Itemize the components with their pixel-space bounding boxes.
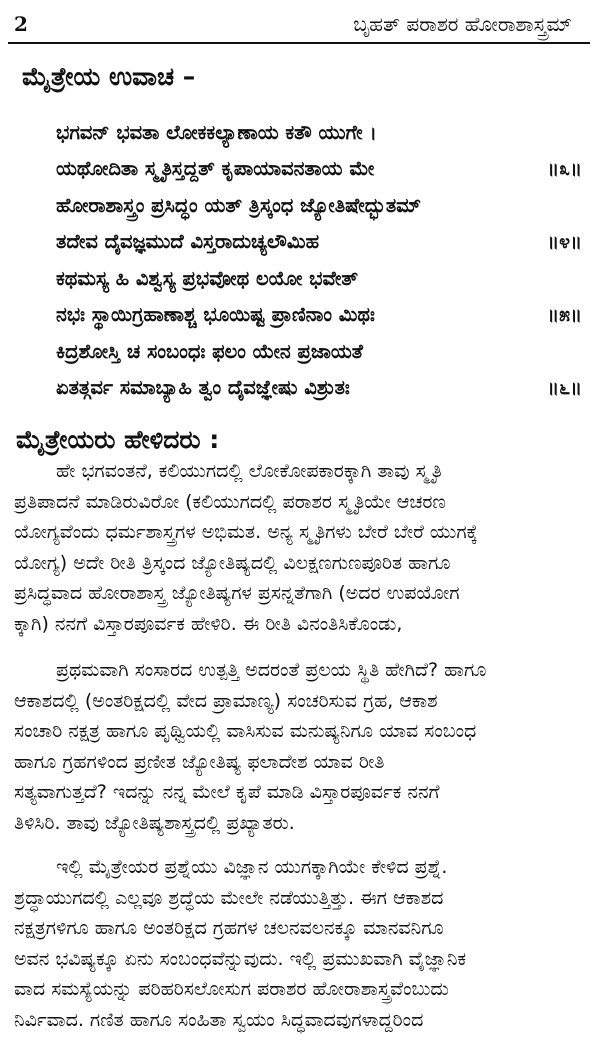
page-number: 2 — [14, 12, 28, 36]
translation-heading: ಮೈತ್ರೇಯರು ಹೇಳಿದರು : — [16, 425, 220, 454]
verse-line: ಯಥೋದಿತಾ ಸ್ಮೃತಿಸ್ತದ್ದತ್ ಕೃಪಾಯಾವನತಾಯ ಮೇ — [56, 157, 375, 180]
verse-number: ॥೪॥ — [547, 230, 582, 253]
verse-line: ಏತತ್ಗರ್ವ ಸಮಾಬ್ಯಾಹಿ ತ್ವಂ ದೈವಜ್ಞೇಷು ವಿಶ್ರುತಃ — [56, 376, 350, 399]
paragraph-line: ಆಕಾಶದಲ್ಲಿ (ಅಂತರಿಕ್ಷದಲ್ಲಿ ವೇದ ಪ್ರಾಮಾಣ್ಯ) ಸಂಚರಿಸುವ ಗ್ರಹ, ಆಕಾಶ — [14, 689, 438, 712]
paragraph-line: ಇಲ್ಲಿ ಮೈತ್ರೇಯರ ಪ್ರಶ್ನೆಯು ವಿಜ್ಞಾನ ಯುಗಕ್ಕಾಗಿಯೇ ಕೇಳಿದ ಪ್ರಶ್ನೆ. — [56, 856, 448, 878]
paragraph-line: ಯೋಗ್ಯ) ಅದೇ ರೀತಿ ತ್ರಿಸ್ಕಂದ ಜ್ಯೋತಿಷ್ಯದಲ್ಲಿ ವಿಲಕ್ಷಣಗುಣಪೂರಿತ ಹಾಗೂ — [14, 551, 451, 574]
paragraph — [14, 456, 590, 639]
paragraph-line: ಪ್ರಥಮವಾಗಿ ಸಂಸಾರದ ಉತ್ಪತ್ತಿ ಅದರಂತೆ ಪ್ರಲಯ ಸ್ಥಿತಿ ಹೇಗಿದೆ? ಹಾಗೂ — [56, 659, 487, 681]
paragraph-line: ಅವನ ಭವಿಷ್ಯಕ್ಕೂ ಏನು ಸಂಬಂಧವೆನ್ನುವುದು. ಇಲ್ಲಿ ಪ್ರಮುಖವಾಗಿ ವೈಜ್ಞಾನಿಕ — [14, 947, 467, 970]
verse-number: ॥೩॥ — [547, 157, 582, 180]
paragraph-line: ಪ್ರತಿಪಾದನೆ ಮಾಡಿರುವಿರೋ (ಕಲಿಯುಗದಲ್ಲಿ ಪರಾಶರ ಸ್ಮೃತಿಯೇ ಆಚರಣ — [14, 490, 446, 513]
paragraph-line: ಪ್ರಸಿದ್ಧವಾದ ಹೋರಾಶಾಸ್ತ್ರ ಜ್ಯೋತಿಷ್ಯಗಳ ಪ್ರಸನ್ನತೆಗಾಗಿ (ಅದರ ಉಪಯೋಗ — [14, 582, 460, 604]
paragraph-line: ಸತ್ಯವಾಗುತ್ತದೆ? ಇದನ್ನು ನನ್ನ ಮೇಲೆ ಕೃಪೆ ಮಾಡಿ ವಿಸ್ತಾರಪೂರ್ವಕ ನನಗೆ — [14, 781, 440, 803]
paragraph-line: ಯೋಗ್ಯವೆಂದು ಧರ್ಮಶಾಸ್ತ್ರಗಳ ಅಭಿಮತ. ಅನ್ಯ ಸ್ಮೃತಿಗಳು ಬೇರೆ ಬೇರೆ ಯುಗಕ್ಕೆ — [14, 521, 478, 543]
verse-line: ಕಥಮಸ್ಯ ಹಿ ವಿಶ್ವಸ್ಯ ಪ್ರಭವೋಥ ಲಯೋ ಭವೇತ್ — [56, 267, 359, 290]
verse-line: ಹೋರಾಶಾಸ್ತ್ರಂ ಪ್ರಸಿದ್ಧಂ ಯತ್ ತ್ರಿಸ್ಕಂಧ ಜ್ಯೋತಿಷೇದ್ಭುತಮ್ — [56, 194, 422, 217]
page-header — [8, 2, 590, 46]
paragraph-line: ತಿಳಿಸಿರಿ. ತಾವು ಜ್ಯೋತಿಷ್ಯಶಾಸ್ತ್ರದಲ್ಲಿ ಪ್ರಖ್ಯಾತರು. — [14, 811, 295, 834]
paragraph-line: ವಾದ ಸಮಸ್ಯೆಯನ್ನು ಪರಿಹರಿಸಲೋಸುಗ ಪರಾಶರ ಹೋರಾಶಾಸ್ತ್ರವೆಂಬುದು — [14, 978, 449, 1000]
paragraph-line: ನಿರ್ವಿವಾದ. ಗಣಿತ ಹಾಗೂ ಸಂಹಿತಾ ಸ್ವಯಂ ಸಿದ್ಧವಾದವುಗಳಾದ್ದರಿಂದ — [14, 1008, 424, 1031]
verse-line: ಕಿದ್ರಶೋಸ್ತಿ ಚ ಸಂಬಂಧಃ ಫಲಂ ಯೇನ ಪ್ರಜಾಯತೆ — [56, 340, 363, 363]
paragraph — [14, 852, 590, 1035]
header-rule — [8, 42, 590, 44]
paragraph-line: ಸಂಚಾರಿ ನಕ್ಷತ್ರ ಹಾಗೂ ಪೃಥ್ವಿಯಲ್ಲಿ ವಾಸಿಸುವ ಮನುಷ್ಯನಿಗೂ ಯಾವ ಸಂಬಂಧ — [14, 720, 477, 742]
running-title: ಬೃಹತ್ ಪರಾಶರ ಹೋರಾಶಾಸ್ತ್ರಮ್ — [353, 12, 572, 36]
verse-number: ॥೬॥ — [547, 376, 582, 399]
verse-line: ಭಗವನ್ ಭವತಾ ಲೋಕಕಲ್ಯಾಣಾಯ ಕತೌ ಯುಗೇ । — [56, 121, 377, 144]
paragraph — [14, 655, 590, 838]
verse-line: ತದೇವ ದೈವಜ್ಞಮುದೆ ವಿಸ್ತರಾದುಚ್ಯಲೌಮಿಹ — [56, 230, 320, 253]
paragraph-line: ಶ್ರದ್ಧಾಯುಗದಲ್ಲಿ ಎಲ್ಲವೂ ಶ್ರದ್ಧೆಯ ಮೇಲೇ ನಡೆಯುತ್ತಿತ್ತು. ಈಗ ಆಕಾಶದ — [14, 886, 444, 909]
paragraph-line: ನಕ್ಷತ್ರಗಳಿಗೂ ಹಾಗೂ ಅಂತರಿಕ್ಷದ ಗ್ರಹಗಳ ಚಲನವಲನಕ್ಕೂ ಮಾನವನಿಗೂ — [14, 917, 444, 939]
sloka-heading: ಮೈತ್ರೇಯ ಉವಾಚ – — [22, 62, 196, 91]
verse-line: ನಭಃ ಸ್ಥಾಯಿಗ್ರಹಾಣಾಶ್ಚ ಭೂಯಿಷ್ಟ ಪ್ರಾಣಿನಾಂ ಮಿಥಃ — [56, 303, 375, 326]
paragraph-line: ಹೇ ಭಗವಂತನೆ, ಕಲಿಯುಗದಲ್ಲಿ ಲೋಕೋಪಕಾರಕ್ಕಾಗಿ ತಾವು ಸ್ಮೃತಿ — [56, 460, 442, 482]
verse-number: ॥೫॥ — [547, 303, 582, 326]
paragraph-line: ಕ್ಕಾಗಿ) ನನಗೆ ವಿಸ್ತಾರಪೂರ್ವಕ ಹೇಳಿರಿ. ಈ ರೀತಿ ವಿನಂತಿಸಿಕೊಂಡು, — [14, 612, 403, 635]
paragraph-line: ಹಾಗೂ ಗ್ರಹಗಳಿಂದ ಪ್ರಣೀತ ಜ್ಯೋತಿಷ್ಯ ಫಲಾದೇಶ ಯಾವ ರೀತಿ — [14, 750, 385, 773]
